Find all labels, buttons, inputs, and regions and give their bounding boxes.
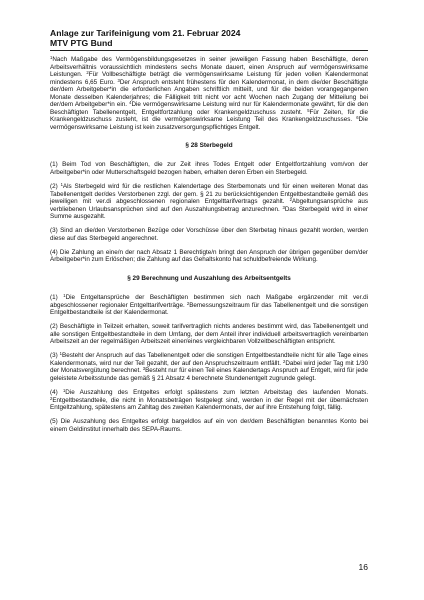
paragraph [50, 56, 368, 131]
sentence-text: Nach Maßgabe des Vermögensbildungsgesetzes in seiner jeweiligen Fassung haben Beschäftigte, deren Arbeitsverhältnis voraussichtlich mindestens sechs Monate dauert, einen Anspruch auf vermögenswirksame Leistungen. [50, 56, 368, 79]
sentence-number: 2 [282, 358, 286, 364]
sentence-text: Für Zeiten, für die Krankengeldzuschuss zusteht, ist die vermögenswirksame Leistung Teil des Krankengeldzuschusses. [50, 108, 369, 124]
sentence-text: Entgeltbestandteile, die nicht in Monatsbeträgen festgelegt sind, werden in der Regel mit der übernächsten Entgeltzahlung, spätestens am Zahltag des zweiten Kalendermonats, der auf ihre Entstehung folgt, fällig. [50, 396, 368, 412]
sentence-number: 1 [59, 351, 63, 357]
header-subtitle: MTV PTG Bund [50, 38, 113, 48]
sentence-text: (2) Beschäftigte in Teilzeit erhalten, soweit tarifvertraglich nichts anderes bestimmt wird, das Tabellenentgelt und alle sonstigen Entgeltbestandteile in dem Umfang, der dem Anteil ihrer individuell arbeitsvertraglich vereinbarten Arbeitszeit an der regelmäßigen Arbeitszeit einer/eines vergleichbaren Vollzeitbeschäftigten entspricht. [50, 323, 368, 346]
sentence-number: 2 [289, 197, 292, 203]
sentence-text: Dabei wird jeder Tag mit 1/30 der Monatsvergütung berechnet. [50, 359, 369, 375]
sentence-number: 2 [86, 70, 89, 76]
sentence-text: (1) Beim Tod von Beschäftigten, die zur Zeit ihres Todes Entgelt oder Entgeltfortzahlung vom/von der Arbeitgeber*in oder Mutterschaftsgeld bezogen haben, erhalten deren Erben ein Sterbegeld. [50, 161, 368, 177]
sentence-text: Als Sterbegeld wird für die restlichen Kalendertage des Sterbemonats und für einen weiteren Monat das Tabellenentgelt der/des Verstorbenen zzgl. der gem. § 21 zu berücksichtigenden Entgeltbestandteile gemäß des jeweiligen mit ver.di abgeschlossenen regionalen Entgelttarifvertrags gezahlt. [50, 183, 368, 206]
sentence-text: Das Sterbegeld wird in einer Summe ausgezahlt. [50, 205, 368, 221]
paragraph [50, 389, 368, 412]
sentence-number: 1 [62, 387, 66, 393]
paragraph [50, 183, 368, 221]
header-title: Anlage zur Tarifeinigung vom 21. Februar 2024 [50, 28, 241, 38]
document-body [50, 56, 368, 440]
sentence-number: 1 [63, 292, 66, 298]
paragraph [50, 294, 368, 317]
section-heading: § 29 Berechnung und Auszahlung des Arbeitsentgelts [127, 274, 291, 282]
sentence-text: (4) [50, 388, 63, 396]
page-header [50, 28, 370, 48]
paragraph [50, 352, 368, 382]
sentence-number: 6 [356, 115, 359, 121]
sentence-text: (3) [50, 352, 60, 360]
sentence-text: Der Anspruch entsteht frühestens für den Kalendermonat, in dem die/der Beschäftigte der/dem Arbeitgeber*in die erforderlichen Angaben schriftlich mitteilt, und für die beiden vorangegangenen Monate desselben Kalenderjahres; die Fälligkeit tritt nicht vor acht Wochen nach Zugang der Mitteilung bei der/dem Arbeitgeber*in ein. [50, 78, 368, 109]
sentence-text: Besteht der Anspruch auf das Tabellenentgelt oder die sonstigen Entgeltbestandteile nicht für alle Tage eines Kalendermonats, wird nur der Teil gezahlt, der auf den Anspruchszeitraum entfällt. [50, 352, 368, 367]
sentence-text: (2) [50, 183, 61, 191]
sentence-text: Besteht nur für einen Teil eines Kalendertags Anspruch auf Entgelt, wird für jede geleistete Arbeitsstunde das gemäß § 21 Absatz 4 berechnete Stundenentgelt zugrunde gelegt. [50, 367, 368, 382]
sentence-text: Die Entgeltansprüche der Beschäftigten bestimmen sich nach Maßgabe ergänzender mit ver.di abgeschlossener regionaler Entgelttarifverträge. [50, 293, 368, 309]
sentence-number: 3 [142, 366, 146, 372]
header-divider [50, 50, 368, 51]
sentence-text: (1) [50, 293, 64, 301]
sentence-number: 3 [282, 204, 285, 210]
paragraph [50, 227, 368, 242]
sentence-number: 2 [186, 300, 190, 306]
paragraph [50, 161, 368, 176]
page-number: 16 [358, 562, 368, 572]
sentence-text: (4) Die Zahlung an eine/n der nach Absatz 1 Berechtigte/n bringt den Anspruch der übrigen gegenüber dem/der Arbeitgeber*in zum Erlöschen; die Zahlung auf das Gehaltskonto hat schuldbefreiende Wirkung. [50, 248, 368, 264]
sentence-number: 1 [50, 55, 53, 60]
sentence-number: 5 [307, 107, 310, 113]
sentence-number: 1 [60, 182, 63, 188]
paragraph [50, 323, 368, 346]
sentence-text: Die vermögenswirksame Leistung ist kein zusatzversorgungspflichtiges Entgelt. [50, 116, 368, 131]
sentence-text: Bemessungszeitraum für das Tabellenentgelt und die sonstigen Entgeltbestandteile ist der Kalendermonat. [50, 301, 368, 317]
sentence-text: Die Auszahlung des Entgeltes erfolgt spätestens zum letzten Arbeitstag des laufenden Monats. [65, 388, 368, 396]
sentence-number: 4 [129, 100, 132, 106]
sentence-text: Die vermögenswirksame Leistung wird nur für Kalendermonate gewährt, für die den Beschäftigten Tabellenentgelt, Entgeltfortzahlung oder Krankengeldzuschuss zusteht. [50, 101, 369, 116]
sentence-number: 3 [117, 77, 120, 83]
sentence-number: 2 [50, 395, 53, 401]
sentence-text: (5) Die Auszahlung des Entgeltes erfolgt bargeldlos auf ein von der/dem Beschäftigten benanntes Konto bei einem Geldinstitut innerhalb des SEPA-Raums. [50, 418, 368, 433]
paragraph [50, 249, 368, 264]
section-heading: § 28 Sterbegeld [185, 142, 233, 150]
sentence-text: Für Vollbeschäftigte beträgt die vermögenswirksame Leistung für jeden vollen Kalendermonat mindestens 6,65 Euro. [50, 71, 368, 86]
sentence-text: Abgeltungsansprüche aus verbliebenen Urlaubsansprüchen sind auf den Auszahlungsbetrag anzurechnen. [50, 198, 368, 213]
paragraph [50, 418, 368, 433]
sentence-text: (3) Sind an die/den Verstorbenen Bezüge oder Vorschüsse über den Sterbetag hinaus gezahlt worden, werden diese auf das Sterbegeld angerechnet. [50, 227, 368, 242]
